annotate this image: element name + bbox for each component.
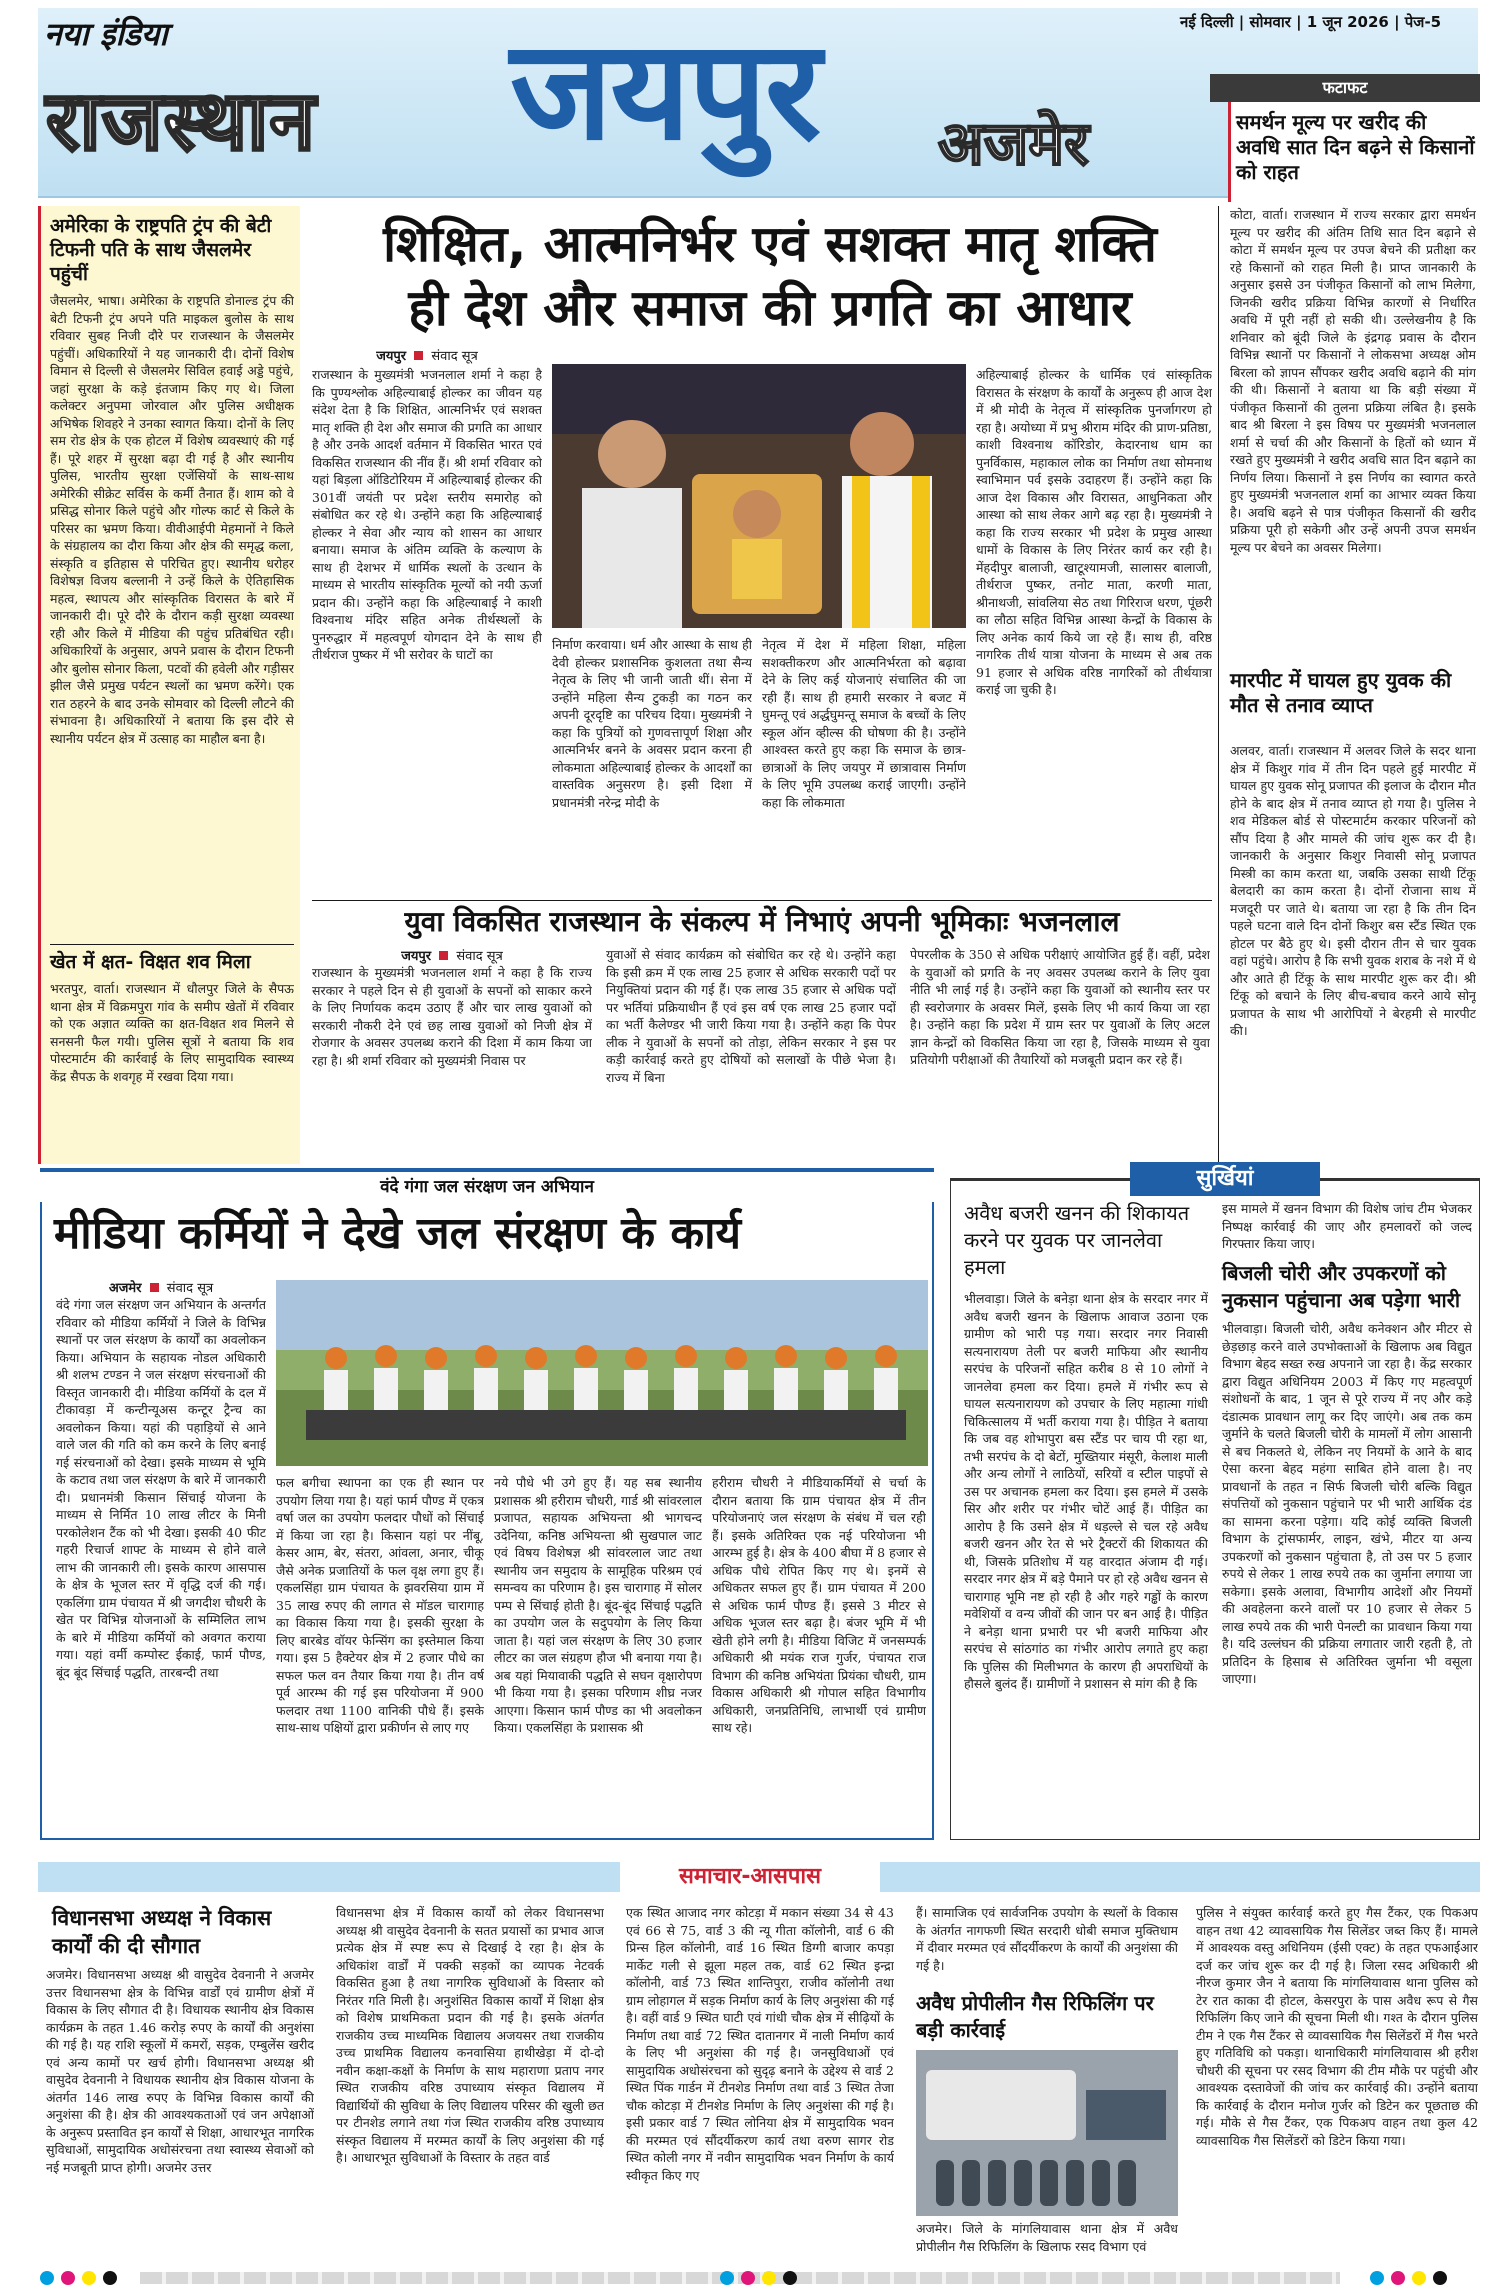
lead-col1: राजस्थान के मुख्यमंत्री भजनलाल शर्मा ने कहा है कि पुण्यश्लोक अहिल्याबाई होल्कर का जीवन यह संदेश देता है कि शिक्षित, आत्मनिर्भर एवं सशक्त मातृ शक्ति ही देश और समाज की प्रगति का आधार है और उनके आदर्श वर्तमान में विकसित भारत एवं विकसित राजस्थान की नींव हैं। श्री शर्मा रविवार को यहां बिड़ला ऑडिटोरियम में अहिल्याबाई होल्कर की 301वीं जयंती पर प्रदेश स्तरीय समारोह को संबोधित कर रहे थे। उन्होंने कहा कि अहिल्याबाई होल्कर ने सेवा और न्याय को शासन का आधार बनाया। समाज के अंतिम व्यक्ति के कल्याण के साथ ही देशभर में धार्मिक स्थलों के उत्थान के माध्यम से भारतीय सांस्कृतिक मूल्यों को नयी ऊर्जा प्रदान की। उन्होंने कहा कि अहिल्याबाई ने काशी विश्वनाथ मंदिर सहित अनेक तीर्थस्थलों के पुनरुद्धार में महत्वपूर्ण योगदान देने के साथ ही तीर्थराज पुष्कर में भी सरोवर के घाटों का xyxy=(312,367,542,662)
youth-dateline: जयपुर xyxy=(401,949,432,964)
water-source: संवाद सूत्र xyxy=(166,1281,214,1296)
aaspaas-tag-text: समाचार-आसपास xyxy=(679,1864,821,1889)
gas-caption: अजमेर। जिले के मांगलियावास थाना क्षेत्र में अवैध प्रोपीलीन गैस रिफिलिंग के खिलाफ रसद विभाग एवं xyxy=(916,2221,1178,2254)
lead-col4: अहिल्याबाई होल्कर के धार्मिक एवं सांस्कृतिक विरासत के संरक्षण के कार्यों के अनुरूप ही आज देश में श्री मोदी के नेतृत्व में सांस्कृतिक पुनर्जागरण हो रहा है। अयोध्या में प्रभु श्रीराम मंदिर की प्राण-प्रतिष्ठा, काशी विश्वनाथ कॉरिडोर, केदारनाथ धाम का पुनर्विकास, महाकाल लोक का निर्माण तथा सोमनाथ स्वाभिमान पर्व इसके उदाहरण हैं। उन्होंने कहा कि आज देश विकास और विरासत, आधुनिकता और आस्था को साथ लेकर आगे बढ़ रहा है। मुख्यमंत्री ने कहा कि राज्य सरकार भी प्रदेश के प्रमुख आस्था धामों के विकास के लिए निरंतर कार्य कर रही है। मेंहदीपुर बालाजी, खाटूश्यामजी, सालासर बालाजी, तीर्थराज पुष्कर, तनोट माता, करणी माता, श्रीनाथजी, सांवलिया सेठ तथा गिरिराज धरण, पूंछरी का लौठा सहित विभिन्न आस्था केन्द्रों के विकास के लिए अनेक कार्य किये जा रहे हैं। साथ ही, वरिष्ठ नागरिक तीर्थ यात्रा योजना के माध्यम से अब तक 91 हजार से अधिक वरिष्ठ नागरिकों को तीर्थयात्रा कराई जा चुकी है। xyxy=(976,367,1212,697)
lead-headline-line2: ही देश और समाज की प्रगति का आधार xyxy=(408,279,1132,337)
gas-headline: अवैध प्रोपीलीन गैस रिफिलिंग पर बड़ी कार्रवाई xyxy=(916,1991,1154,2042)
divider xyxy=(312,900,1212,901)
lead-dateline: जयपुर xyxy=(376,349,407,364)
registration-marks-right xyxy=(1370,2270,1454,2289)
water-col2: फल बगीचा स्थापना का एक ही स्थान पर उपयोग लिया गया है। यहां फार्म पौण्ड में एकत्र वर्षा जल का उपयोग फलदार पौधों को सिंचाई में किया जा रहा है। किसान यहां पर नींबू, केसर आम, बेर, संतरा, आंवला, अनार, चीकू जैसे अनेक प्रजातियों के फल वृक्ष लगा हुए हैं। एकलसिंहा ग्राम पंचायत के झवरसिया ग्राम में 35 लाख रुपए की लागत से मॉडल चारागाह का विकास किया गया है। इसकी सुरक्षा के लिए बारबेड वॉयर फेन्सिंग का इस्तेमाल किया गया। इस 5 हैक्टेयर क्षेत्र में 2 हजार पौधे का सफल फल वन तैयार किया गया है। तीन वर्ष पूर्व आरम्भ की गई इस परियोजना में 900 फलदार तथा 1100 वानिकी पौधे हैं। इसके साथ-साथ पक्षियों द्वारा प्रकीर्णन से लाए गए xyxy=(276,1475,484,1735)
aaspaas-tag xyxy=(620,1862,880,1892)
trump-headline: अमेरिका के राष्ट्रपति ट्रंप की बेटी टिफनी पति के साथ जैसलमेर पहुंचीं xyxy=(50,215,272,285)
surkhiyan-tag xyxy=(1130,1162,1320,1196)
water-campaign-label: वंदे गंगा जल संरक्षण जन अभियान xyxy=(380,1177,594,1197)
registration-marks-center xyxy=(720,2270,804,2289)
gas-col5: पुलिस ने संयुक्त कार्रवाई करते हुए गैस टैंकर, एक पिकअप वाहन तथा 42 व्यावसायिक गैस सिलेंडर जब्त किए हैं। मामले में आवश्यक वस्तु अधिनियम (ईसी एक्ट) के तहत एफआईआर दर्ज कर जांच शुरू कर दी गई है। जिला रसद अधिकारी श्री नीरज कुमार जैन ने बताया कि मांगलियावास थाना पुलिस को टेर रात काका दी होटल, केसरपुरा के पास अवैध रूप से गैस रिफिलिंग किए जाने की सूचना मिली थी। गश्त के दौरान पुलिस टीम ने एक गैस टैंकर से व्यावसायिक गैस सिलेंडरों में गैस भरते हुए गतिविधि को पकड़ा। थानाधिकारी मांगलियावास श्री हरीश चौधरी की सूचना पर रसद विभाग की टीम मौके पर पहुंची और आवश्यक दस्तावेजों की जांच कर कार्रवाई की। उन्होंने बताया कि कार्रवाई के दौरान मनोज गुर्जर को डिटेन कर पूछताछ की गई। मौके से गैस टैंकर, एक पिकअप वाहन तथा कुल 42 व्यावसायिक गैस सिलेंडरों को डिटेन किया गया। xyxy=(1196,1905,1478,2148)
field-body-headline: खेत में क्षत- विक्षत शव मिला xyxy=(50,951,251,973)
lead-col2: निर्माण करवाया। धर्म और आस्था के साथ ही देवी होल्कर प्रशासनिक कुशलता तथा सैन्य नेतृत्व के लिए भी जानी जाती थीं। सेना में उन्होंने महिला सैन्य टुकड़ी का गठन कर अपनी दूरदृष्टि का परिचय दिया। मुख्यमंत्री ने कहा कि पुत्रियों को गुणवत्तापूर्ण शिक्षा और आत्मनिर्भर बनने के अवसर प्रदान करना ही लोकमाता अहिल्याबाई होल्कर के आदर्शों का वास्तविक अनुसरण है। इसी दिशा में प्रधानमंत्री नरेन्द्र मोदी के xyxy=(552,637,752,810)
trump-body: जैसलमेर, भाषा। अमेरिका के राष्ट्रपति डोनाल्ड ट्रंप की बेटी टिफनी ट्रंप अपने पति माइकल बुलोस के साथ रविवार सुबह निजी दौरे पर राजस्थान के जैसलमेर पहुंचीं। अधिकारियों ने यह जानकारी दी। दोनों विशेष विमान से दिल्ली से जैसलमेर सिविल हवाई अड्डे पहुंचे, जहां सुरक्षा के कड़े इंतजाम किए गए थे। जिला कलेक्टर अनुपमा जोरवाल और पुलिस अधीक्षक अभिषेक शिवहरे ने उनका स्वागत किया। दोनों के लिए सम रोड क्षेत्र के एक होटल में विशेष व्यवस्थाएं की गई हैं। पूरे शहर में सुरक्षा बढ़ा दी गई है और स्थानीय पुलिस, भारतीय सुरक्षा एजेंसियों के साथ-साथ अमेरिकी सीक्रेट सर्विस के कर्मी तैनात हैं। शाम को वे प्रसिद्ध सोनार किले पहुंचे और गोल्फ कार्ट से किले के परिसर का भ्रमण किया। वीवीआईपी मेहमानों ने किले के संग्रहालय का दौरा किया और क्षेत्र की समृद्ध कला, संस्कृति व इतिहास से परिचित हुए। स्थानीय धरोहर विशेषज्ञ विजय बल्लानी ने उन्हें किले के ऐतिहासिक महत्व, स्थापत्य और सांस्कृतिक विरासत के बारे में जानकारी दी। पूरे दौरे के दौरान कड़ी सुरक्षा व्यवस्था रही और किले में मीडिया की पहुंच प्रतिबंधित रही। अधिकारियों के अनुसार, अपने प्रवास के दौरान टिफनी और बुलोस सोनार किला, पटवों की हवेली और गड़ीसर झील जैसे प्रमुख पर्यटन स्थलों का भ्रमण करेंगे। एक रात ठहरने के बाद उनके सोमवार को दिल्ली लौटने की संभावना है। अधिकारियों ने बताया कि इस दौरे से स्थानीय पर्यटन क्षेत्र में उत्साह का माहौल बना है। xyxy=(50,293,294,746)
mining-body: भीलवाड़ा। जिले के बनेड़ा थाना क्षेत्र के सरदार नगर में अवैध बजरी खनन के खिलाफ आवाज उठाना एक ग्रामीण को भारी पड़ गया। सरदार नगर निवासी सत्यनारायण तेली पर बजरी माफिया और स्थानीय सरपंच के परिजनों सहित करीब 8 से 10 लोगों ने जानलेवा हमला कर दिया। हमले में गंभीर रूप से घायल सत्यनारायण को उपचार के लिए महात्मा गांधी चिकित्सालय में भर्ती कराया गया है। पीड़ित ने बताया कि जब वह शोभापुरा बस स्टैंड पर चाय पी रहा था, तभी सरपंच के दो बेटों, मुख्तियार मंसूरी, केलाश माली और अन्य लोगों ने लाठियों, सरियों व स्टील पाइपों से उस पर अचानक हमला कर दिया। इस हमले में उसके सिर और शरीर पर गंभीर चोटें आई हैं। पीड़ित का आरोप है कि उसने क्षेत्र में धड़ल्ले से चल रहे अवैध बजरी खनन और रेत से भरे ट्रैक्टरों की शिकायत की थी, जिसके प्रतिशोध में यह वारदात अंजाम दी गई। सरदार नगर क्षेत्र में बड़े पैमाने पर हो रहे अवैध खनन से चारागाह भूमि नष्ट हो रही है और गहरे गड्ढों के कारण मवेशियों व वन्य जीवों की जान पर बन आई है। पीड़ित ने बनेड़ा थाना प्रभारी पर भी बजरी माफिया और सरपंच से सांठगांठ का गंभीर आरोप लगाते हुए कहा कि पुलिस की मिलीभगत के कारण ही अपराधियों के हौसले बुलंद हैं। ग्रामीणों ने प्रशासन से मांग की है कि xyxy=(964,1291,1208,1691)
byline-marker xyxy=(150,1283,159,1292)
section-state: राजस्थान xyxy=(46,73,317,169)
power-headline: बिजली चोरी और उपकरणों को नुकसान पहुंचाना अब पड़ेगा भारी xyxy=(1222,1261,1461,1312)
speaker-headline: विधानसभा अध्यक्ष ने विकास कार्यों की दी सौगात xyxy=(52,1906,272,1958)
surkhiyan-tag-text: सुर्खियां xyxy=(1196,1166,1254,1191)
registration-marks-left xyxy=(40,2270,124,2289)
water-campaign-bar xyxy=(40,1168,934,1202)
youth-death-headline: मारपीट में घायल हुए युवक की मौत से तनाव व्याप्त xyxy=(1230,668,1452,717)
youth-byline xyxy=(312,946,592,964)
paper-name: नया इंडिया xyxy=(44,15,168,53)
speaker-col3: एक स्थित आजाद नगर कोटड़ा में मकान संख्या 34 से 43 एवं 66 से 75, वार्ड 3 की न्यू गीता कॉलोनी, वार्ड 6 की प्रिन्स हिल कॉलोनी, वार्ड 16 स्थित डिग्गी बाजार कपड़ा मार्केट गली से झूला महल तक, वार्ड 62 स्थित इन्द्रा कॉलोनी, वार्ड 73 स्थित शान्तिपुरा, राजीव कॉलोनी तथा ग्राम लोहागल में सड़क निर्माण कार्य के लिए अनुशंसा की गई है। वहीं वार्ड 9 स्थित घाटी एवं गांधी चौक क्षेत्र में सीढ़ियों के निर्माण तथा वार्ड 72 स्थित दातानगर में नाली निर्माण कार्य के लिए भी अनुशंसा की गई है। जनसुविधाओं एवं सामुदायिक अधोसंरचना को सुदृढ़ बनाने के उद्देश्य से वार्ड 2 स्थित पिंक गार्डन में टीनशेड निर्माण तथा वार्ड 3 स्थित तेजा चौक कोटड़ा में टीनशेड निर्माण के लिए अनुशंसा की गई है। इसी प्रकार वार्ड 7 स्थित लोनिया क्षेत्र में सामुदायिक भवन की मरम्मत एवं सौंदर्यीकरण कार्य तथा वरुण सागर रोड स्थित कोली नगर में नवीन सामुदायिक भवन निर्माण के कार्य स्वीकृत किए गए xyxy=(626,1905,894,2183)
water-col3: नये पौधे भी उगे हुए हैं। यह सब स्थानीय प्रशासक श्री हरीराम चौधरी, गार्ड श्री सांवरलाल प्रजापत, सहायक अभियन्ता श्री भागचन्द उदेनिया, कनिष्ठ अभियन्ता श्री सुखपाल जाट एवं विषय विशेषज्ञ श्री सांवरलाल जाट तथा स्थानीय जन समुदाय के सामूहिक परिश्रम एवं समन्वय का परिणाम है। इस चारागाह में सोलर पम्प से सिंचाई होती है। बूंद-बूंद सिंचाई पद्धति का उपयोग जल के सदुपयोग के लिए किया जाता है। यहां जल संरक्षण के लिए 30 हजार लीटर का जल संग्रहण हौज भी बनाया गया है। अब यहां मियावाकी पद्धति से सघन वृक्षारोपण भी किया गया है। इसका परिणाम शीघ्र नजर आएगा। किसान फार्म पौण्ड का भी अवलोकन किया। एकलसिंहा के प्रशासक श्री xyxy=(494,1475,702,1735)
water-dateline: अजमेर xyxy=(108,1281,142,1296)
gas-photo-illustration xyxy=(916,2050,1178,2216)
speaker-col2: विधानसभा क्षेत्र में विकास कार्यों को लेकर विधानसभा अध्यक्ष श्री वासुदेव देवनानी के सतत प्रयासों का प्रभाव आज प्रत्येक क्षेत्र में स्पष्ट रूप से दिखाई दे रहा है। क्षेत्र के अधिकांश वार्डों में पक्की सड़कों का व्यापक नेटवर्क विकसित हुआ है तथा नागरिक सुविधाओं के विस्तार को निरंतर गति मिली है। अनुशंसित विकास कार्यों में शिक्षा क्षेत्र को विशेष प्राथमिकता प्रदान की गई है। इसके अंतर्गत राजकीय उच्च माध्यमिक विद्यालय अजयसर तथा राजकीय उच्च प्राथमिक विद्यालय कनवासिया हाथीखेड़ा में दो-दो नवीन कक्षा-कक्षों के निर्माण के साथ महाराणा प्रताप नगर स्थित राजकीय वरिष्ठ उपाध्याय संस्कृत विद्यालय में विद्यार्थियों की सुविधा के लिए विद्यालय परिसर की खुली छत पर टीनशेड लगाने तथा गंज स्थित राजकीय वरिष्ठ उपाध्याय संस्कृत विद्यालय में मरम्मत कार्यों के लिए अनुशंसा की गई है। आधारभूत सुविधाओं के विस्तार के तहत वार्ड xyxy=(336,1905,604,2165)
youth-death-body: अलवर, वार्ता। राजस्थान में अलवर जिले के सदर थाना क्षेत्र में किशुर गांव में तीन दिन पहले हुई मारपीट में घायल हुए युवक सोनू प्रजापत की इलाज के दौरान मौत होने के बाद क्षेत्र में तनाव व्याप्त हो गया है। पुलिस ने शव मेडिकल बोर्ड से पोस्टमार्टम करकार परिजनों को सौंप दिया है और मामले की जांच शुरू कर दी है। जानकारी के अनुसार किशुर निवासी सोनू प्रजापत मिस्त्री का काम करता था, जबकि उसका साथी टिंकू बेलदारी का काम करता है। दोनों रोजाना साथ में मजदूरी पर जाते थे। बताया जा रहा है कि तीन दिन पहले घटना वाले दिन दोनों किशुर बस स्टैंड स्थित एक होटल पर बैठे हुए थे। इसी दौरान तीन से चार युवक वहां पहुंचे। आरोप है कि सभी युवक शराब के नशे में थे और आते ही टिंकू के साथ मारपीट शुरू कर दी। श्री टिंकू को बचाने के लिए बीच-बचाव करने आये सोनू प्रजापत के साथ भी आरोपियों ने बेरहमी से मारपीट की। xyxy=(1230,743,1476,1038)
fatafat-tag-text: फटाफट xyxy=(1322,78,1368,97)
field-body-text: भरतपुर, वार्ता। राजस्थान में धौलपुर जिले के सैपऊ थाना क्षेत्र में विक्रमपुरा गांव के समीप खेतों में रविवार को एक अज्ञात व्यक्ति का क्षत-विक्षत शव मिलने से सनसनी फैल गयी। पुलिस सूत्रों ने बताया कि शव पोस्टमार्टम की कार्रवाई के लिए सामुदायिक स्वास्थ्य केंद्र सैपऊ के शवगृह में रखवा दिया गया। xyxy=(50,981,294,1084)
gas-photo xyxy=(916,2050,1178,2216)
youth-col2: युवाओं से संवाद कार्यक्रम को संबोधित कर रहे थे। उन्होंने कहा कि इसी क्रम में एक लाख 25 हजार से अधिक सरकारी पदों पर नियुक्तियां प्रदान की गई हैं। एक लाख 35 हजार से अधिक पदों पर भर्तियां प्रक्रियाधीन हैं एवं इस वर्ष एक लाख 25 हजार पदों का भर्ती कैलेण्डर भी जारी किया गया है। उन्होंने कहा कि पेपर लीक ने युवाओं के सपनों को तोड़ा, लेकिन सरकार ने इस पर कड़ी कार्रवाई करते हुए दोषियों को सलाखों के पीछे भेजा है। राज्य में बिना xyxy=(606,947,896,1085)
youth-col3: पेपरलीक के 350 से अधिक परीक्षाएं आयोजित हुई हैं। वहीं, प्रदेश के युवाओं को प्रगति के नए अवसर उपलब्ध कराने के लिए युवा नीति भी लाई गई है। उन्होंने कहा कि युवाओं को स्थानीय स्तर पर ही स्वरोजगार के अवसर मिलें, इसके लिए भी कार्य किया जा रहा है। उन्होंने कहा कि प्रदेश में ग्राम स्तर पर युवाओं के लिए अटल ज्ञान केन्द्रों को विकसित किया जा रहा है, जिसके माध्यम से युवा प्रतियोगी परीक्षाओं की तैयारियों को मजबूती प्रदान कर रहे हैं। xyxy=(910,947,1210,1067)
column-divider xyxy=(1218,206,1219,1166)
lead-headline-line1: शिक्षित, आत्मनिर्भर एवं सशक्त मातृ शक्ति xyxy=(383,215,1157,273)
fatafat-tag xyxy=(1210,74,1480,102)
lead-photo-illustration xyxy=(552,364,966,628)
youth-headline: युवा विकसित राजस्थान के संकल्प में निभाएं अपनी भूमिकाः भजनलाल xyxy=(404,905,1120,938)
water-col1: वंदे गंगा जल संरक्षण जन अभियान के अन्तर्गत रविवार को मीडिया कर्मियों ने जिले के विभिन्न स्थानों पर जल संरक्षण के कार्यों का अवलोकन किया। अभियान के सहायक नोडल अधिकारी श्री शलभ टण्डन ने जल संरक्षण संरचनाओं की विस्तृत जानकारी दी। मीडिया कर्मियों के दल में टीकावड़ा में कन्टीन्यूअस कन्टूर ट्रैन्च का अवलोकन किया। यहां की पहाड़ियों से आने वाले जल की गति को कम करने के लिए बनाई गई संरचनाओं को देखा। इसके माध्यम से भूमि के कटाव तथा जल संरक्षण के बारे में जानकारी दी। प्रधानमंत्री किसान सिंचाई योजना के माध्यम से निर्मित 10 लाख लीटर के मिनी परकोलेशन टैंक को भी देखा। इसकी 40 फीट गहरी रिचार्ज शाफ्ट के माध्यम से होने वाले लाभ की जानकारी ली। इसके कारण आसपास के क्षेत्र के भूजल स्तर में वृद्धि दर्ज की गई। एकलिंगा ग्राम पंचायत में श्री जगदीश चौधरी के खेत पर विभिन्न योजनाओं के सम्मिलित लाभ के बारे में मीडिया कर्मियों को अवगत कराया गया। यहां वर्मी कम्पोस्ट ईकाई, फार्म पौण्ड, बूंद बूंद सिंचाई पद्धति, तारबन्दी तथा xyxy=(56,1297,266,1680)
byline-marker xyxy=(439,951,448,960)
water-photo-illustration xyxy=(276,1280,928,1466)
fatafat-body: कोटा, वार्ता। राजस्थान में राज्य सरकार द्वारा समर्थन मूल्य पर खरीद की अंतिम तिथि सात दिन बढ़ाने से कोटा में समर्थन मूल्य पर उपज बेचने की प्रतीक्षा कर रहे किसानों को राहत मिली है। प्राप्त जानकारी के अनुसार इससे उन पंजीकृत किसानों को लाभ मिलेगा, जिनकी खरीद प्रक्रिया विभिन्न कारणों से निर्धारित अवधि में पूरी नहीं हो सकी थी। उल्लेखनीय है कि शनिवार को बूंदी जिले के इंद्रगढ़ प्रवास के दौरान विभिन्न स्थानों पर किसानों ने लोकसभा अध्यक्ष ओम बिरला को ज्ञापन सौंपकर खरीद अवधि बढ़ाने की मांग की थी। किसानों ने बताया था कि बड़ी संख्या में पंजीकृत किसानों की तुलना प्रक्रिया लंबित है। इसके बाद श्री बिरला ने इस विषय पर मुख्यमंत्री भजनलाल शर्मा से चर्चा की और किसानों के हितों को ध्यान में रखते हुए मुख्यमंत्री ने खरीद अवधि सात दिन बढ़ाने का निर्णय लिया। किसानों ने इस निर्णय का स्वागत करते हुए मुख्यमंत्री भजनलाल शर्मा का आभार व्यक्त किया है। अवधि बढ़ने से पात्र पंजीकृत किसानों की खरीद प्रक्रिया पूरी हो सकेगी और उन्हें अपनी उपज समर्थन मूल्य पर बेचने का अवसर मिलेगा। xyxy=(1230,207,1476,555)
youth-source: संवाद सूत्र xyxy=(456,949,503,964)
speaker-col4: हैं। सामाजिक एवं सार्वजनिक उपयोग के स्थलों के विकास के अंतर्गत नागफणी स्थित सरदारी धोबी समाज मुक्तिधाम में दीवार मरम्मत एवं सौंदर्यीकरण के कार्यों की अनुशंसा की गई है। xyxy=(916,1905,1178,1973)
mining-headline: अवैध बजरी खनन की शिकायत करने पर युवक पर जानलेवा हमला xyxy=(964,1201,1190,1279)
fatafat-headline: समर्थन मूल्य पर खरीद की अवधि सात दिन बढ़ने से किसानों को राहत xyxy=(1236,110,1475,184)
water-byline xyxy=(56,1278,266,1296)
divider xyxy=(50,944,294,945)
speaker-col1: अजमेर। विधानसभा अध्यक्ष श्री वासुदेव देवनानी ने अजमेर उत्तर विधानसभा क्षेत्र के विभिन्न वार्डों एवं ग्रामीण क्षेत्रों में विकास के लिए सौगात दी है। विधायक स्थानीय क्षेत्र विकास कार्यक्रम के तहत 1.46 करोड़ रुपए के कार्यों की अनुशंसा की गई है। यह राशि स्कूलों में कमरों, सड़क, एम्बुलेंस खरीद एवं अन्य कामों पर खर्च होगी। विधानसभा अध्यक्ष श्री वासुदेव देवनानी ने विधायक स्थानीय क्षेत्र विकास योजना के अंतर्गत 146 लाख रुपए के विभिन्न विकास कार्यों की अनुशंसा की है। क्षेत्र की आवश्यकताओं एवं जन अपेक्षाओं के अनुरूप प्रस्तावित इन कार्यों से शिक्षा, आधारभूत नागरिक सुविधाओं, सामुदायिक अधोसंरचना तथा स्वास्थ्य सेवाओं को नई मजबूती प्राप्त होगी। अजमेर उत्तर xyxy=(46,1967,314,2175)
city-sub-title: अजमेर xyxy=(938,109,1089,179)
city-main-title: जयपुर xyxy=(510,10,820,171)
lead-col3: नेतृत्व में देश में महिला शिक्षा, महिला सशक्तीकरण और आत्मनिर्भरता को बढ़ावा देने के लिए कई योजनाएं संचालित की जा रही हैं। साथ ही हमारी सरकार ने बजट में घुमन्तू एवं अर्द्धघुमन्तू समाज के बच्चों के लिए स्कूल ऑन व्हील्स की घोषणा की है। उन्होंने आश्वस्त करते हुए कहा कि समाज के छात्र-छात्राओं के लिए जयपुर में छात्रावास निर्माण के लिए भूमि उपलब्ध कराई जाएगी। उन्होंने कहा कि लोकमाता xyxy=(762,637,966,810)
water-photo xyxy=(276,1280,928,1466)
water-col4: हरीराम चौधरी ने मीडियाकर्मियों से चर्चा के दौरान बताया कि ग्राम पंचायत क्षेत्र में तीन परियोजनाएं जल संरक्षण के संबंध में चल रही हैं। इसके अतिरिक्त एक नई परियोजना भी आरम्भ हुई है। क्षेत्र के 400 बीघा में 8 हजार से अधिक पौधे रोपित किए गए थे। इनमें से अधिकतर सफल हुए हैं। ग्राम पंचायत में 200 से अधिक फार्म पौण्ड हैं। इससे 3 मीटर से अधिक भूजल स्तर बढ़ा है। बंजर भूमि में भी खेती होने लगी है। मीडिया विजिट में जनसम्पर्क अधिकारी श्री मयंक राज गुर्जर, पंचायत राज विभाग की कनिष्ठ अभियंता प्रियंका चौधरी, ग्राम विकास अधिकारी श्री गोपाल सहित विभागीय अधिकारी, जनप्रतिनिधि, लाभार्थी एवं ग्रामीण साथ रहे। xyxy=(712,1475,926,1735)
water-headline: मीडिया कर्मियों ने देखे जल संरक्षण के कार्य xyxy=(54,1208,742,1259)
youth-col1: राजस्थान के मुख्यमंत्री भजनलाल शर्मा ने कहा है कि राज्य सरकार ने पहले दिन से ही युवाओं के सपनों को साकार करने के लिए निर्णायक कदम उठाए हैं और चार लाख युवाओं को सरकारी नौकरी देने एवं छह लाख युवाओं को निजी क्षेत्र में रोजगार के अवसर उपलब्ध कराने की दिशा में काम किया जा रहा है। श्री शर्मा रविवार को मुख्यमंत्री निवास पर xyxy=(312,965,592,1068)
mining-continued: इस मामले में खनन विभाग की विशेष जांच टीम भेजकर निष्पक्ष कार्रवाई की जाए और हमलावरों को जल्द गिरफ्तार किया जाए। xyxy=(1222,1201,1472,1251)
lead-photo xyxy=(552,364,966,628)
lead-byline xyxy=(312,346,542,364)
lead-source: संवाद सूत्र xyxy=(431,349,478,364)
dateline: नई दिल्ली | सोमवार | 1 जून 2026 | पेज-5 xyxy=(1180,13,1442,31)
byline-marker xyxy=(414,351,423,360)
power-body: भीलवाड़ा। बिजली चोरी, अवैध कनेक्शन और मीटर से छेड़छाड़ करने वाले उपभोक्ताओं के खिलाफ अब विद्युत विभाग बेहद सख्त रुख अपनाने जा रहा है। केंद्र सरकार द्वारा विद्युत अधिनियम 2003 में किए गए महत्वपूर्ण संशोधनों के बाद, 1 जून से पूरे राज्य में नए और कड़े दंडात्मक प्रावधान लागू कर दिए जाएंगे। अब तक कम जुर्माने के चलते बिजली चोरी के मामलों में लोग आसानी से बच निकलते थे, लेकिन नए नियमों के आने के बाद ऐसा करना बेहद महंगा साबित होने वाला है। नए प्रावधानों के तहत न सिर्फ बिजली चोरी बल्कि विद्युत संपत्तियों को नुकसान पहुंचाने पर भी भारी आर्थिक दंड का सामना करना पड़ेगा। यदि कोई व्यक्ति बिजली विभाग के ट्रांसफार्मर, लाइन, खंभे, मीटर या अन्य उपकरणों को नुकसान पहुंचाता है, तो उस पर 5 हजार रुपये से लेकर 1 लाख रुपये तक का जुर्माना लगाया जा सकेगा। इसके अलावा, विभागीय आदेशों और नियमों की अवहेलना करने वालों पर 10 हजार से लेकर 5 लाख रुपये तक की भारी पेनल्टी का प्रावधान किया गया है। यदि उल्लंघन की प्रक्रिया लगातार जारी रहती है, तो प्रतिदिन के हिसाब से अतिरिक्त जुर्माना भी वसूला जाएगा। xyxy=(1222,1321,1472,1686)
